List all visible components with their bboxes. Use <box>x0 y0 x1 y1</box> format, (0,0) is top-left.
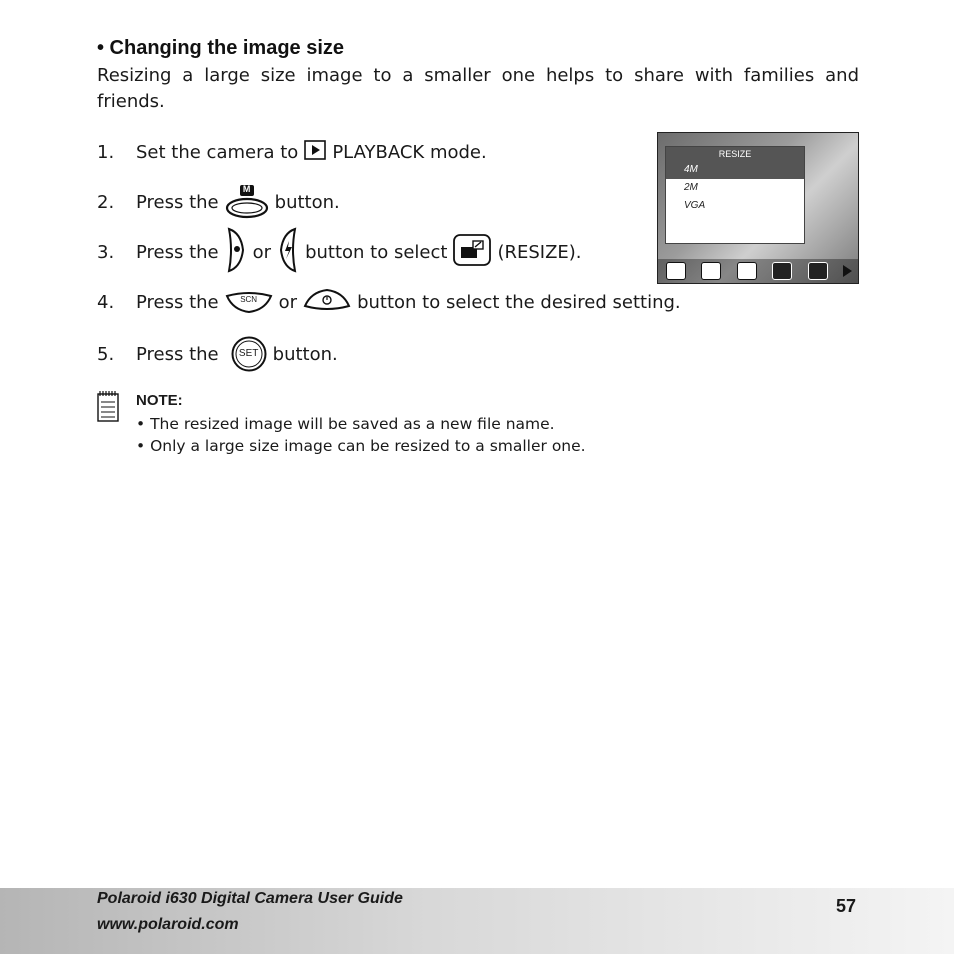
up-scn-button-icon <box>225 290 273 314</box>
section-heading: • Changing the image size <box>97 37 345 59</box>
step-text: Set the camera to <box>136 141 299 163</box>
toolbar-rotate-icon[interactable] <box>808 262 828 280</box>
playback-toolbar <box>658 259 859 283</box>
step-text: (RESIZE). <box>497 241 582 263</box>
toolbar-voice-memo-icon[interactable] <box>772 262 792 280</box>
step-text: Press the <box>136 291 219 313</box>
toolbar-resize-icon[interactable] <box>737 262 757 280</box>
resize-option-2m[interactable]: 2M <box>684 182 698 193</box>
step-text: Press the <box>136 241 219 263</box>
resize-menu <box>665 146 805 244</box>
playback-icon <box>304 140 326 165</box>
step-text: Press the <box>136 191 219 213</box>
step-text: PLAYBACK mode. <box>332 141 487 163</box>
step-number: 5. <box>97 343 115 365</box>
step-5 <box>97 334 338 374</box>
down-selftimer-button-icon <box>303 288 351 317</box>
step-text: Press the <box>136 343 219 365</box>
resize-menu-title: RESIZE <box>666 147 804 161</box>
or-text: or <box>278 291 298 313</box>
right-flash-button-icon <box>277 227 299 278</box>
step-2 <box>97 182 340 222</box>
set-button-icon <box>231 336 267 372</box>
menu-button-icon <box>225 184 269 220</box>
toolbar-next-arrow-icon[interactable] <box>843 265 852 277</box>
step-4 <box>97 282 681 322</box>
note-title: NOTE: <box>136 392 183 409</box>
left-macro-button-icon <box>225 227 247 278</box>
step-number: 1. <box>97 141 115 163</box>
step-3 <box>97 232 582 272</box>
toolbar-effect-icon[interactable] <box>666 262 686 280</box>
resize-option-vga[interactable]: VGA <box>684 200 706 211</box>
step-number: 3. <box>97 241 115 263</box>
note-line-1: • The resized image will be saved as a new file name. <box>136 415 555 433</box>
toolbar-frame-icon[interactable] <box>701 262 721 280</box>
camera-lcd-screen <box>657 132 859 284</box>
step-text: button. <box>272 343 338 365</box>
note-pad-icon <box>97 390 119 426</box>
note-line-2: • Only a large size image can be resized to a smaller one. <box>136 437 586 455</box>
step-number: 2. <box>97 191 115 213</box>
set-label: SET <box>238 348 259 359</box>
resize-icon <box>453 234 491 271</box>
step-text: button to select the desired setting. <box>357 291 681 313</box>
menu-button-letter: M <box>242 184 251 194</box>
step-1 <box>97 132 487 172</box>
footer-title: Polaroid i630 Digital Camera User Guide <box>97 890 403 907</box>
page-number: 57 <box>836 896 857 916</box>
step-text: button. <box>274 191 340 213</box>
footer-url[interactable]: www.polaroid.com <box>97 916 239 933</box>
scn-label: SCN <box>240 295 258 304</box>
intro-paragraph: Resizing a large size image to a smaller one helps to share with families and friends. <box>97 65 859 112</box>
step-number: 4. <box>97 291 115 313</box>
resize-option-4m[interactable]: 4M <box>666 161 804 179</box>
step-text: button to select <box>305 241 448 263</box>
or-text: or <box>252 241 272 263</box>
